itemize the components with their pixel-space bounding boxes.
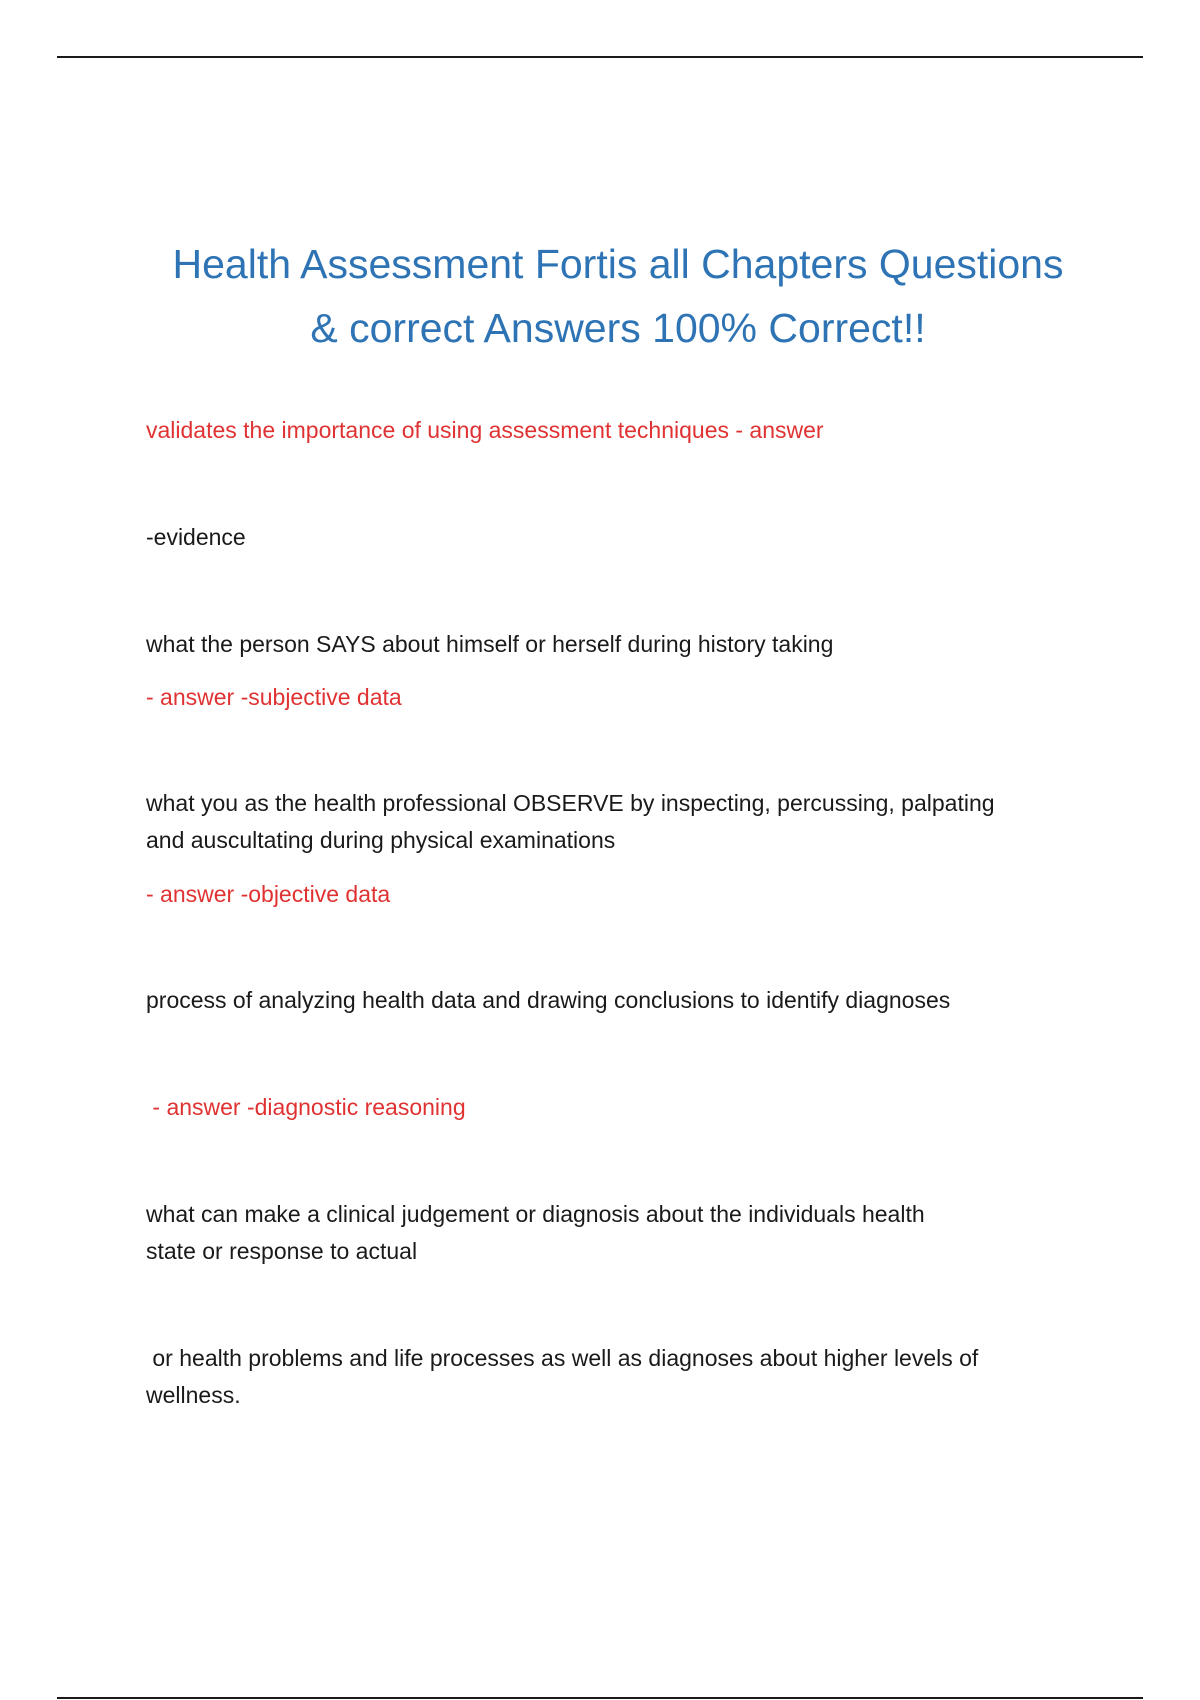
- question-3-line-1: what you as the health professional OBSERVE by inspecting, percussing, palpating: [146, 790, 995, 816]
- question-5-line-3: or health problems and life processes as well as diagnoses about higher levels of: [146, 1345, 979, 1371]
- question-5-line-2: state or response to actual: [146, 1238, 418, 1264]
- question-5-line-1: what can make a clinical judgement or diagnosis about the individuals health: [146, 1201, 925, 1227]
- document-title: [120, 232, 1116, 360]
- answer-3-text: - answer -objective data: [146, 881, 391, 907]
- question-1-text: validates the importance of using assessment techniques - answer: [146, 417, 824, 443]
- question-4-text: process of analyzing health data and drawing conclusions to identify diagnoses: [146, 987, 951, 1013]
- answer-2-text: - answer -subjective data: [146, 684, 402, 710]
- question-2-text: what the person SAYS about himself or herself during history taking: [146, 631, 834, 657]
- question-5-line-4: wellness.: [146, 1382, 241, 1408]
- title-line-2: & correct Answers 100% Correct!!: [310, 305, 926, 351]
- question-3-line-2: and auscultating during physical examinations: [146, 827, 616, 853]
- footer-rule: [57, 1697, 1143, 1699]
- answer-4-text: - answer -diagnostic reasoning: [146, 1094, 466, 1120]
- answer-1-text: -evidence: [146, 524, 246, 550]
- title-line-1: Health Assessment Fortis all Chapters Questions: [172, 241, 1064, 287]
- header-rule: [57, 56, 1143, 58]
